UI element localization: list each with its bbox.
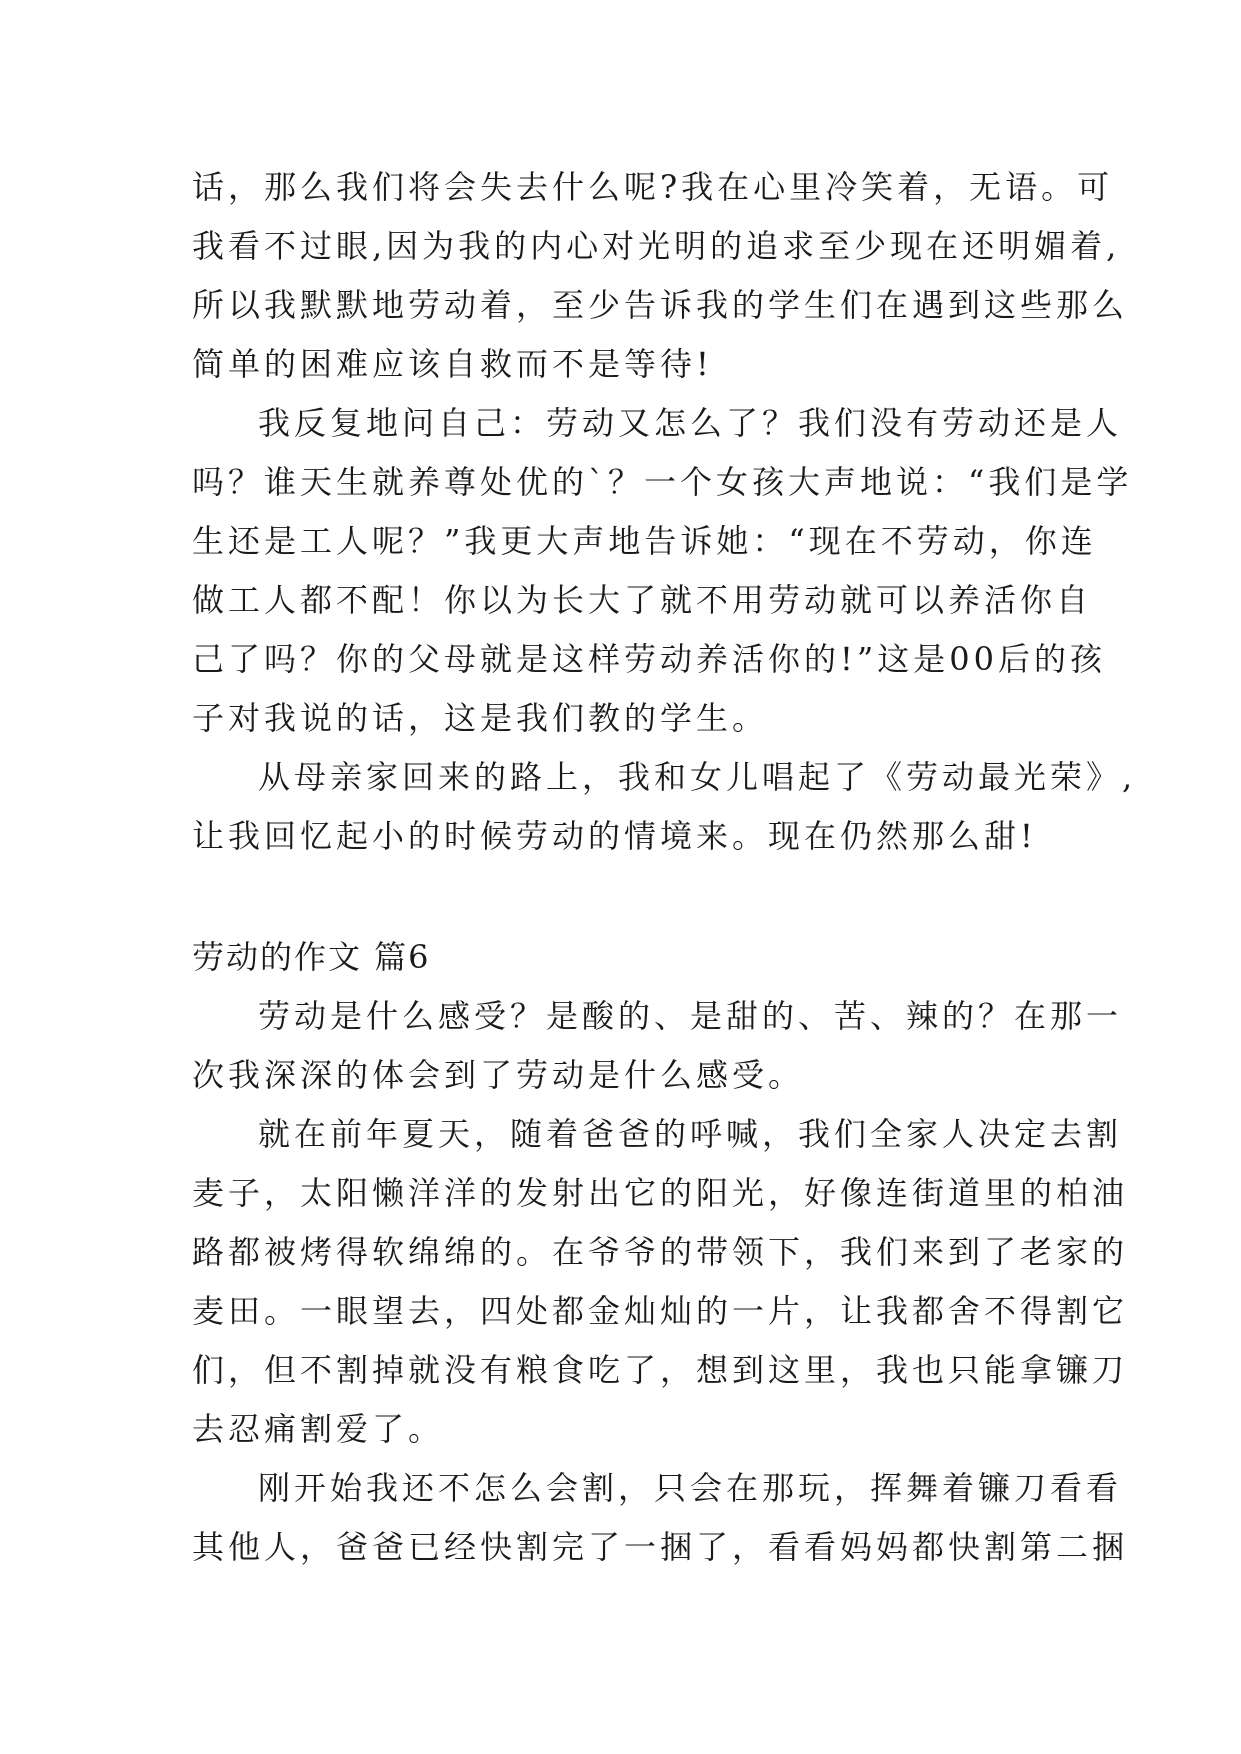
document-body xyxy=(192,158,1137,1577)
text-line: 其他人，爸爸已经快割完了一捆了，看看妈妈都快割第二捆 xyxy=(192,1528,1129,1566)
text-line: 做工人都不配！你以为长大了就不用劳动就可以养活你自 xyxy=(192,581,1093,619)
section-continued-text xyxy=(192,158,1137,866)
text-line: 我看不过眼,因为我的内心对光明的追求至少现在还明媚着, xyxy=(192,227,1121,265)
text-line: 生还是工人呢？”我更大声地告诉她：“现在不劳动，你连 xyxy=(192,522,1097,560)
text-line: 路都被烤得软绵绵的。在爷爷的带领下，我们来到了老家的 xyxy=(192,1233,1129,1271)
text-line: 简单的困难应该自救而不是等待! xyxy=(192,345,713,383)
text-line: 刚开始我还不怎么会割，只会在那玩，挥舞着镰刀看看 xyxy=(258,1469,1123,1507)
section-heading: 劳动的作文 篇6 xyxy=(192,938,431,976)
text-line: 就在前年夏天，随着爸爸的呼喊，我们全家人决定去割 xyxy=(258,1115,1123,1153)
text-line: 己了吗？你的父母就是这样劳动养活你的!”这是00后的孩 xyxy=(192,640,1106,678)
text-line: 话，那么我们将会失去什么呢?我在心里冷笑着，无语。可 xyxy=(192,168,1114,206)
text-line: 所以我默默地劳动着，至少告诉我的学生们在遇到这些那么 xyxy=(192,286,1129,324)
text-line: 麦田。一眼望去，四处都金灿灿的一片，让我都舍不得割它 xyxy=(192,1292,1129,1330)
text-line: 麦子，太阳懒洋洋的发射出它的阳光，好像连街道里的柏油 xyxy=(192,1174,1129,1212)
text-line: 我反复地问自己：劳动又怎么了？我们没有劳动还是人 xyxy=(258,404,1123,442)
text-line: 吗？谁天生就养尊处优的`？一个女孩大声地说：“我们是学 xyxy=(192,463,1133,501)
text-line: 去忍痛割爱了。 xyxy=(192,1410,445,1448)
text-line: 让我回忆起小的时候劳动的情境来。现在仍然那么甜! xyxy=(192,817,1037,855)
section-essay-6 xyxy=(192,987,1129,1577)
text-line: 次我深深的体会到了劳动是什么感受。 xyxy=(192,1056,805,1094)
text-line: 子对我说的话，这是我们教的学生。 xyxy=(192,699,769,737)
text-line: 们，但不割掉就没有粮食吃了，想到这里，我也只能拿镰刀 xyxy=(192,1351,1129,1389)
text-line: 劳动是什么感受？是酸的、是甜的、苦、辣的？在那一 xyxy=(258,997,1123,1035)
text-line: 从母亲家回来的路上，我和女儿唱起了《劳动最光荣》, xyxy=(258,758,1137,796)
